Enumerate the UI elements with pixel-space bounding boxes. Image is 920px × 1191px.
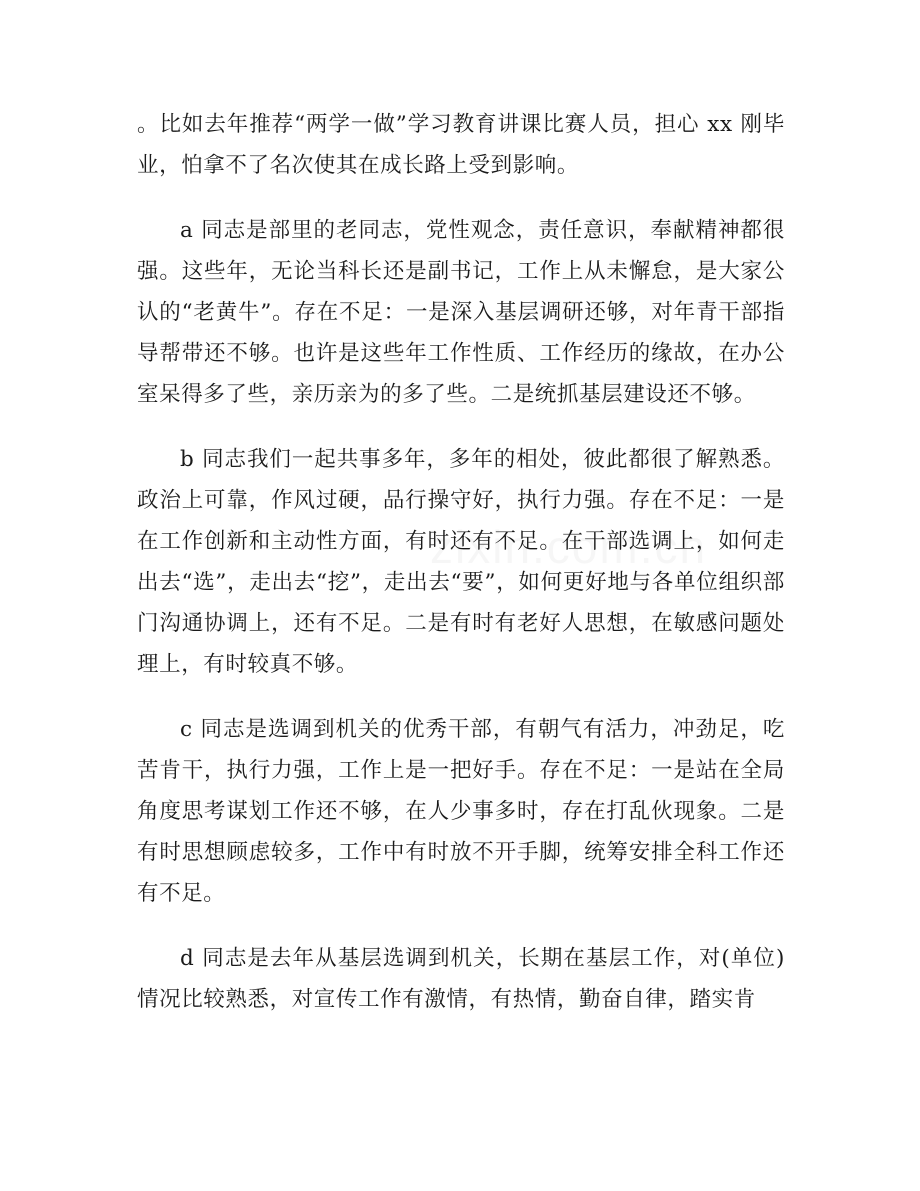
document-body <box>137 104 785 1044</box>
paragraph-comrade-c: c 同志是选调到机关的优秀干部，有朝气有活力，冲劲足，吃苦肯干，执行力强，工作上是一把好手。存在不足：一是站在全局角度思考谋划工作还不够，在人少事多时，存在打乱伙现象。二是有时思想顾虑较多，工作中有时放不开手脚，统筹安排全科工作还有不足。 <box>137 717 785 906</box>
paragraph-continuation: 。比如去年推荐“两学一做”学习教育讲课比赛人员，担心 xx 刚毕业，怕拿不了名次使其在成长路上受到影响。 <box>137 112 785 178</box>
paragraph-comrade-d: d 同志是去年从基层选调到机关，长期在基层工作，对(单位)情况比较熟悉，对宣传工作有激情，有热情，勤奋自律，踏实肯 <box>137 946 785 1012</box>
paragraph-comrade-a: a 同志是部里的老同志，党性观念，责任意识，奉献精神都很强。这些年，无论当科长还是副书记，工作上从未懈怠，是大家公认的“老黄牛”。存在不足：一是深入基层调研还够，对年青干部指导帮带还不够。也许是这些年工作性质、工作经历的缘故，在办公室呆得多了些，亲历亲为的多了些。二是统抓基层建设还不够。 <box>137 218 785 407</box>
paragraph-comrade-b: b 同志我们一起共事多年，多年的相处，彼此都很了解熟悉。政治上可靠，作风过硬，品行操守好，执行力强。存在不足：一是在工作创新和主动性方面，有时还有不足。在干部选调上，如何走出去“选”，走出去“挖”，走出去“要”，如何更好地与各单位组织部门沟通协调上，还有不足。二是有时有老好人思想，在敏感问题处理上，有时较真不够。 <box>137 447 785 677</box>
